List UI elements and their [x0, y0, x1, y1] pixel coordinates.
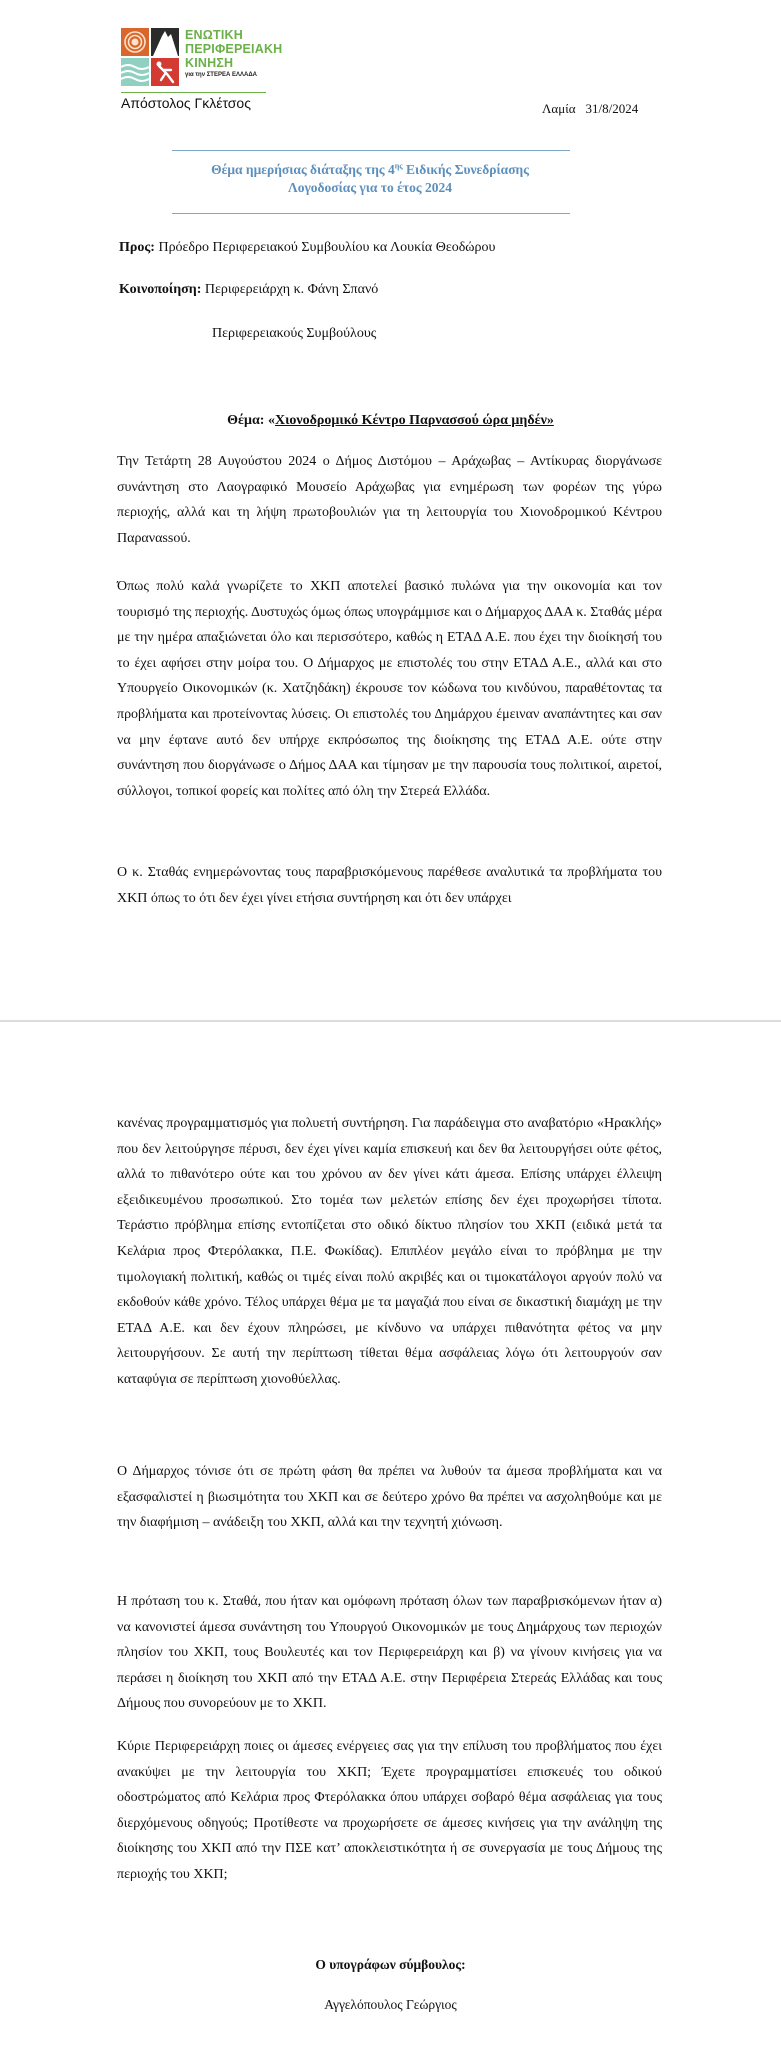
cc-label: Κοινοποίηση: — [119, 282, 202, 297]
subject-text: Χιονοδρομικό Κέντρο Παρνασσού ώρα μηδέν» — [274, 413, 554, 428]
signature-title: Ο υπογράφων σύμβουλος: — [315, 1957, 466, 1972]
agenda-line-2: Λογοδοσίας για το έτος 2024 — [288, 180, 452, 195]
recipient-cc-2: Περιφερειακούς Συμβούλους — [212, 326, 377, 341]
logo-line-1: ΕΝΩΤΙΚΗ — [185, 28, 243, 42]
logo-person-name: Απόστολος Γκλέτσος — [121, 95, 251, 111]
paragraph-2: Όπως πολύ καλά γνωρίζετε το ΧΚΠ αποτελεί βασικό πυλώνα για την οικονομία και τον τουρισμό της περιοχής. Δυστυχώς όμως όπως υπογράμμισε και ο Δήμαρχος ΔΑΑ κ. Σταθάς μέρα με την ημέρα απαξιώνεται όλο και περισσότερο, καθώς η ΕΤΑΔ Α.Ε. που έχει την διοίκησή του το έχει αφήσει στην μοίρα του. Ο Δήμαρχος με επιστολές του στην ΕΤΑΔ Α.Ε., αλλά και στο Υπουργείο Οικονομικών (κ. Χατζηδάκη) έκρουσε τον κώδωνα του κινδύνου, παραθέτοντας τα προβλήματα και προτείνοντας λύσεις. Οι επιστολές του Δημάρχου έμειναν αναπάντητες και σαν να μην έφτανε αυτό δεν υπήρχε εκπρόσωπος της διοίκησης της ΕΤΑΔ Α.Ε. ούτε στην συνάντηση που διοργάνωσε ο Δήμος ΔΑΑ και τίμησαν με την παρουσία τους πολιτικοί, αιρετοί, σύλλογοι, τοπικοί φορείς και πολίτες από όλη την Στερεά Ελλάδα. — [117, 579, 662, 799]
agenda-line-1-start: Θέμα ημερήσιας διάταξης της 4 — [211, 162, 395, 177]
place-date — [542, 101, 638, 117]
to-label: Προς: — [119, 240, 155, 255]
waves-icon — [121, 58, 149, 86]
recipient-to — [119, 240, 495, 256]
paragraph-6: Κύριε Περιφερειάρχη ποιες οι άμεσες ενέργειες σας για την επίλυση του προβλήματος που έχει ανακύψει με την λειτουργία του ΧΚΠ; Έχετε προγραμματίσει επισκευές του οδικού οδοστρώματος από Κελάρια προς Φτερόλακκα όπου υπάρχει σοβαρό θέμα ασφάλειας για τους διερχόμενους οδηγούς; Προτίθεστε να προχωρήσετε σε άμεσες κινήσεις για την ανάληψη της διοίκησης του ΧΚΠ από την ΠΣΕ κατ’ αποκλειστικότητα ή σε συνεργασία με τους Δήμους της περιοχής του ΧΚΠ; — [117, 1739, 662, 1882]
subject-label: Θέμα: « — [227, 413, 275, 428]
recipient-cc — [119, 282, 378, 298]
mountain-icon — [151, 28, 179, 56]
to-value: Πρόεδρο Περιφερειακού Συμβουλίου κα Λουκία Θεοδώρου — [154, 240, 496, 255]
logo-tagline: για την ΣΤΕΡΕΑ ΕΛΛΑΔΑ — [185, 72, 257, 78]
agenda-line-1 — [150, 161, 590, 179]
logo-line-3: ΚΙΝΗΣΗ — [185, 56, 234, 70]
agenda-title — [150, 161, 590, 197]
paragraph-1: Την Τετάρτη 28 Αυγούστου 2024 ο Δήμος Διστόμου – Αράχωβας – Αντίκυρας διοργάνωσε συνάντηση στο Λαογραφικό Μουσείο Αράχωβας για ενημέρωση των φορέων της γύρω περιοχής, αλλά και τη λήψη πρωτοβουλιών για τη λειτουργία του Χιονοδρομικού Κέντρου Παραναssού. — [117, 454, 662, 546]
paragraph-5: Η πρόταση του κ. Σταθά, που ήταν και ομόφωνη πρόταση όλων των παραβρισκόμενων ήταν α) να κανονιστεί άμεσα συνάντηση του Υπουργού Οικονομικών με τους Δημάρχους των περιοχών πλησίον του ΧΚΠ, τους Βουλευτές και τον Περιφερειάρχη και β) να γίνουν κινήσεις για να περάσει η διοίκηση του ΧΚΠ από την ΕΤΑΔ Α.Ε. στην Περιφέρεια Στερεάς Ελλάδας και τους Δήμους που συνορεύουν με το ΧΚΠ. — [117, 1594, 662, 1712]
agenda-top-rule — [172, 150, 570, 151]
logo-divider — [121, 92, 266, 93]
agenda-ordinal: ης — [394, 161, 403, 171]
logo-wordmark — [185, 28, 282, 70]
logo-emblem — [121, 28, 179, 86]
sun-icon — [121, 28, 149, 56]
logo-line-2: ΠΕΡΙΦΕΡΕΙΑΚΗ — [185, 42, 283, 56]
agenda-line-1-end: Ειδικής Συνεδρίασης — [402, 162, 529, 177]
signature-name: Αγγελόπουλος Γεώργιος — [324, 1997, 457, 2012]
paragraph-3-continued: κανένας προγραμματισμός για πολυετή συντήρηση. Για παράδειγμα στο αναβατόριο «Ηρακλής» που δεν λειτούργησε πέρυσι, δεν έχει γίνει καμία επισκευή και δεν θα λειτουργήσει ούτε φέτος, αλλά το πιθανότερο ούτε και του χρόνου αν δεν γίνει κάτι άμεσα. Επίσης υπάρχει έλλειψη εξειδικευμένου προσωπικού. Στο τομέα των μελετών επίσης δεν έχει προχωρήσει τίποτα. Τεράστιο πρόβλημα επίσης εντοπίζεται στο οδικό δίκτυο πλησίον του ΧΚΠ (ειδικά μετά τα Κελάρια προς Φτερόλακκα, Π.Ε. Φωκίδας). Επιπλέον μεγάλο είναι το πρόβλημα με την τιμολογιακή πολιτική, καθώς οι τιμές είναι πολύ ακριβές και οι τιμοκατάλογοι αργούν πολύ να εκδοθούν κάθε χρόνο. Τέλος υπάρχει θέμα με τα μαγαζιά που είναι σε δικαστική διαμάχη με την ΕΤΑΔ Α.Ε. και δεν έχουν πληρώσει, με κίνδυνο να υπάρχει πιθανότητα φέτος να μην λειτουργήσουν. Σε αυτή την περίπτωση τίθεται θέμα ασφάλειας λόγω ότι λειτουργούν σαν καταφύγια σε περίπτωση χιονοθύελλας. — [117, 1116, 662, 1387]
cc-value: Περιφερειάρχη κ. Φάνη Σπανό — [201, 282, 379, 297]
agenda-bottom-rule — [172, 213, 570, 214]
paragraph-4: Ο Δήμαρχος τόνισε ότι σε πρώτη φάση θα πρέπει να λυθούν τα άμεσα προβλήματα και να εξασφαλιστεί η βιωσιμότητα του ΧΚΠ και σε δεύτερο χρόνο θα πρέπει να ασχοληθούμε και με την διαφήμιση – ανάδειξη του ΧΚΠ, αλλά και την τεχνητή χιόνωση. — [117, 1464, 662, 1531]
paragraph-3-start: Ο κ. Σταθάς ενημερώνοντας τους παραβρισκόμενους παρέθεσε αναλυτικά τα προβλήματα του ΧΚΠ όπως το ότι δεν έχει γίνει ετήσια συντήρηση και ότι δεν υπάρχει — [117, 865, 662, 906]
date: 31/8/2024 — [585, 101, 639, 116]
city: Λαμία — [542, 101, 576, 116]
document-page-2 — [0, 1022, 781, 2048]
document-page-1 — [0, 0, 781, 1020]
subject-line — [0, 413, 781, 429]
diver-icon — [151, 58, 179, 86]
